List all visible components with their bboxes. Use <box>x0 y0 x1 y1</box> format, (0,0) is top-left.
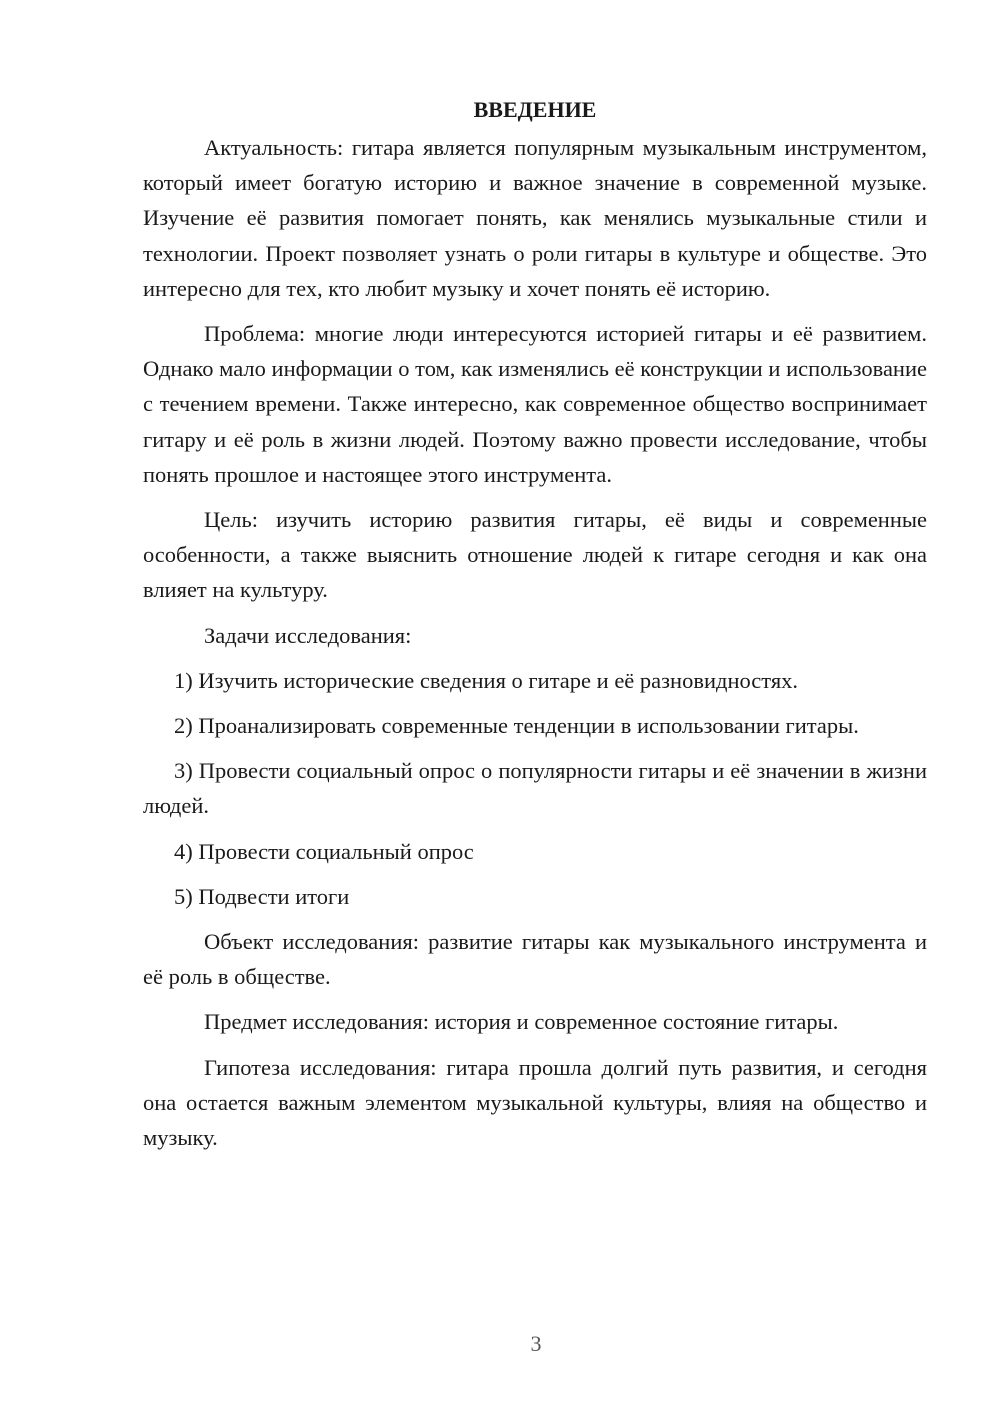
paragraph-subject: Предмет исследования: история и современное состояние гитары. <box>204 1009 839 1035</box>
paragraph-problem: Проблема: многие люди интересуются историей гитары и её развитием. Однако мало информации о том, как изменялись её конструкции и использование с течением времени. Также интересно, как современное общество воспринимает гитару и её роль в жизни людей. Поэтому важно провести исследование, чтобы понять прошлое и настоящее этого инструмента. <box>143 321 927 487</box>
task-item-4: 4) Провести социальный опрос <box>174 838 474 864</box>
task-item-2: 2) Проанализировать современные тенденции в использовании гитары. <box>174 713 859 739</box>
paragraph-goal: Цель: изучить историю развития гитары, её виды и современные особенности, а также выяснить отношение людей к гитаре сегодня и как она влияет на культуру. <box>143 507 927 603</box>
paragraph-object: Объект исследования: развитие гитары как музыкального инструмента и её роль в обществе. <box>143 929 927 990</box>
section-heading: ВВЕДЕНИЕ <box>473 97 597 122</box>
tasks-heading: Задачи исследования: <box>204 622 412 648</box>
task-item-5: 5) Подвести итоги <box>174 883 350 909</box>
paragraph-relevance: Актуальность: гитара является популярным музыкальным инструментом, который имеет богатую историю и важное значение в современной музыке. Изучение её развития помогает понять, как менялись музыкальные стили и технологии. Проект позволяет узнать о роли гитары в культуре и обществе. Это интересно для тех, кто любит музыку и хочет понять её историю. <box>143 135 927 301</box>
page-number: 3 <box>530 1331 542 1356</box>
task-item-1: 1) Изучить исторические сведения о гитаре и её разновидностях. <box>174 667 799 693</box>
paragraph-hypothesis: Гипотеза исследования: гитара прошла долгий путь развития, и сегодня она остается важным элементом музыкальной культуры, влияя на общество и музыку. <box>143 1054 927 1151</box>
task-item-3: 3) Провести социальный опрос о популярности гитары и её значении в жизни людей. <box>143 758 927 819</box>
document-page <box>143 92 927 1165</box>
